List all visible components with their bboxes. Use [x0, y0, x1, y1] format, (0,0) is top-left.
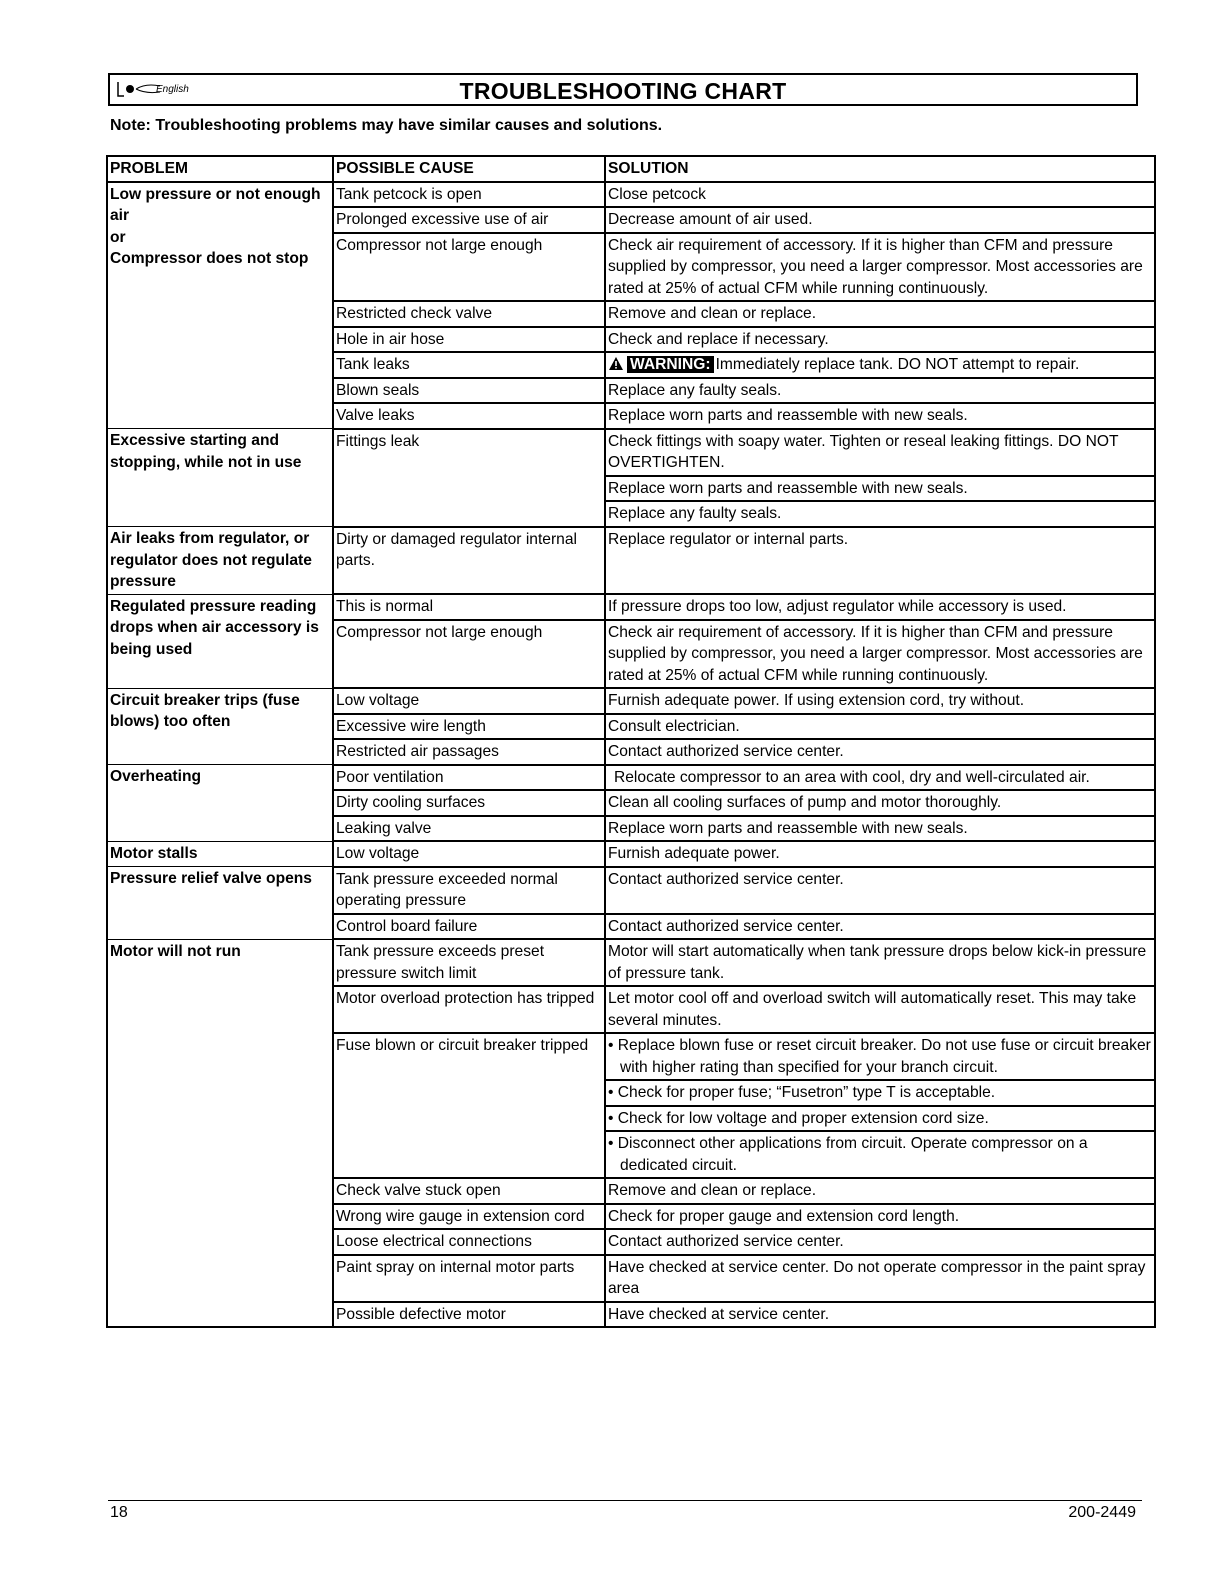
solution-cell — [605, 1106, 1155, 1132]
cause-cell: Check valve stuck open — [333, 1178, 605, 1204]
column-header-problem: PROBLEM — [107, 156, 333, 182]
problem-text: Low pressure or not enough air or Compressor does not stop — [110, 185, 321, 267]
solution-cell: Furnish adequate power. — [605, 841, 1155, 867]
cause-cell: Hole in air hose — [333, 327, 605, 353]
cause-cell: Valve leaks — [333, 403, 605, 429]
solution-bullet: • Replace blown fuse or reset circuit breaker. Do not use fuse or circuit breaker with higher rating than specified for your branch circuit. — [608, 1037, 1151, 1076]
solution-cell: Check fittings with soapy water. Tighten or reseal leaking fittings. DO NOT OVERTIGHTEN. — [605, 429, 1155, 476]
document-number: 200-2449 — [1068, 1504, 1136, 1521]
solution-cell: Remove and clean or replace. — [605, 1178, 1155, 1204]
solution-cell: If pressure drops too low, adjust regulator while accessory is used. — [605, 594, 1155, 620]
cause-cell: Wrong wire gauge in extension cord — [333, 1204, 605, 1230]
problem-cell: Excessive starting and stopping, while not in use — [107, 429, 333, 527]
cause-cell: Loose electrical connections — [333, 1229, 605, 1255]
cause-cell: Tank leaks — [333, 352, 605, 378]
solution-cell: Contact authorized service center. — [605, 914, 1155, 940]
cause-cell: Low voltage — [333, 688, 605, 714]
solution-cell: Check for proper gauge and extension cord length. — [605, 1204, 1155, 1230]
table-row — [107, 688, 1155, 714]
cause-cell: This is normal — [333, 594, 605, 620]
cause-cell: Fittings leak — [333, 429, 605, 527]
solution-cell: Replace any faulty seals. — [605, 501, 1155, 527]
column-header-solution: SOLUTION — [605, 156, 1155, 182]
footer-divider — [108, 1500, 1142, 1501]
cause-cell: Prolonged excessive use of air — [333, 207, 605, 233]
table-row — [107, 594, 1155, 620]
cause-cell: Control board failure — [333, 914, 605, 940]
language-label: English — [156, 84, 189, 95]
solution-cell: Contact authorized service center. — [605, 739, 1155, 765]
solution-cell: Close petcock — [605, 182, 1155, 208]
cause-cell: Motor overload protection has tripped — [333, 986, 605, 1033]
solution-cell: Replace worn parts and reassemble with new seals. — [605, 476, 1155, 502]
cause-cell: Leaking valve — [333, 816, 605, 842]
page-title: TROUBLESHOOTING CHART — [459, 78, 787, 104]
solution-cell: Motor will start automatically when tank pressure drops below kick-in pressure of pressure tank. — [605, 939, 1155, 986]
solution-cell: Remove and clean or replace. — [605, 301, 1155, 327]
cause-cell: Dirty or damaged regulator internal parts. — [333, 527, 605, 595]
cause-cell: Dirty cooling surfaces — [333, 790, 605, 816]
solution-cell: Clean all cooling surfaces of pump and motor thoroughly. — [605, 790, 1155, 816]
cause-cell: Possible defective motor — [333, 1302, 605, 1328]
cause-cell: Restricted check valve — [333, 301, 605, 327]
table-header-row — [107, 156, 1155, 182]
cause-cell: Excessive wire length — [333, 714, 605, 740]
table-row — [107, 429, 1155, 476]
cause-cell: Paint spray on internal motor parts — [333, 1255, 605, 1302]
solution-text: Immediately replace tank. DO NOT attempt to repair. — [715, 356, 1080, 373]
cause-cell: Restricted air passages — [333, 739, 605, 765]
cause-cell: Fuse blown or circuit breaker tripped — [333, 1033, 605, 1178]
table-row — [107, 841, 1155, 867]
problem-cell: Motor stalls — [107, 841, 333, 867]
solution-cell: Contact authorized service center. — [605, 867, 1155, 914]
troubleshooting-table — [106, 155, 1156, 1328]
problem-cell: Air leaks from regulator, or regulator does not regulate pressure — [107, 527, 333, 595]
problem-cell: Overheating — [107, 765, 333, 842]
solution-cell: Replace worn parts and reassemble with new seals. — [605, 816, 1155, 842]
solution-text: Relocate compressor to an area with cool, dry and well-circulated air. — [614, 768, 1090, 786]
solution-bullet: • Check for low voltage and proper extension cord size. — [608, 1109, 989, 1127]
solution-cell: Have checked at service center. Do not operate compressor in the paint spray area — [605, 1255, 1155, 1302]
cause-cell: Poor ventilation — [333, 765, 605, 791]
solution-cell: Let motor cool off and overload switch will automatically reset. This may take several minutes. — [605, 986, 1155, 1033]
note-text: Note: Troubleshooting problems may have similar causes and solutions. — [110, 117, 663, 134]
warning-label: WARNING: — [627, 356, 714, 373]
solution-bullet: • Check for proper fuse; “Fusetron” type T is acceptable. — [608, 1084, 996, 1101]
table-row — [107, 182, 1155, 208]
table-row — [107, 939, 1155, 986]
solution-cell — [605, 1033, 1155, 1080]
cause-cell: Compressor not large enough — [333, 233, 605, 302]
table-row — [107, 527, 1155, 595]
problem-cell — [107, 182, 333, 429]
solution-cell: Check and replace if necessary. — [605, 327, 1155, 353]
cause-cell: Compressor not large enough — [333, 620, 605, 689]
solution-cell: Check air requirement of accessory. If it is higher than CFM and pressure supplied by compressor, you need a larger compressor. Most accessories are rated at 25% of actual CFM while running continuously. — [605, 233, 1155, 302]
solution-cell — [605, 1131, 1155, 1178]
problem-cell: Motor will not run — [107, 939, 333, 1327]
problem-cell: Pressure relief valve opens — [107, 867, 333, 940]
solution-cell — [605, 352, 1155, 378]
solution-cell: Check air requirement of accessory. If it is higher than CFM and pressure supplied by compressor, you need a larger compressor. Most accessories are rated at 25% of actual CFM while running continuously. — [605, 620, 1155, 689]
cause-cell: Tank petcock is open — [333, 182, 605, 208]
solution-cell: Decrease amount of air used. — [605, 207, 1155, 233]
solution-bullet: • Disconnect other applications from circuit. Operate compressor on a dedicated circuit. — [608, 1135, 1088, 1174]
solution-cell: Replace any faulty seals. — [605, 378, 1155, 404]
cause-cell: Tank pressure exceeds preset pressure switch limit — [333, 939, 605, 986]
solution-cell: Consult electrician. — [605, 714, 1155, 740]
solution-cell: Furnish adequate power. If using extension cord, try without. — [605, 688, 1155, 714]
cause-cell: Low voltage — [333, 841, 605, 867]
solution-cell: Replace worn parts and reassemble with new seals. — [605, 403, 1155, 429]
table-row — [107, 765, 1155, 791]
table-row — [107, 867, 1155, 914]
column-header-cause: POSSIBLE CAUSE — [333, 156, 605, 182]
solution-cell: Replace regulator or internal parts. — [605, 527, 1155, 595]
problem-cell: Circuit breaker trips (fuse blows) too often — [107, 688, 333, 765]
solution-cell: Contact authorized service center. — [605, 1229, 1155, 1255]
solution-cell: Have checked at service center. — [605, 1302, 1155, 1328]
title-box — [108, 73, 1138, 106]
page-number: 18 — [110, 1504, 128, 1521]
cause-cell: Tank pressure exceeded normal operating pressure — [333, 867, 605, 914]
problem-cell: Regulated pressure reading drops when air accessory is being used — [107, 594, 333, 688]
warning-triangle-icon — [608, 356, 624, 371]
solution-cell — [605, 765, 1155, 791]
solution-cell — [605, 1080, 1155, 1106]
cause-cell: Blown seals — [333, 378, 605, 404]
